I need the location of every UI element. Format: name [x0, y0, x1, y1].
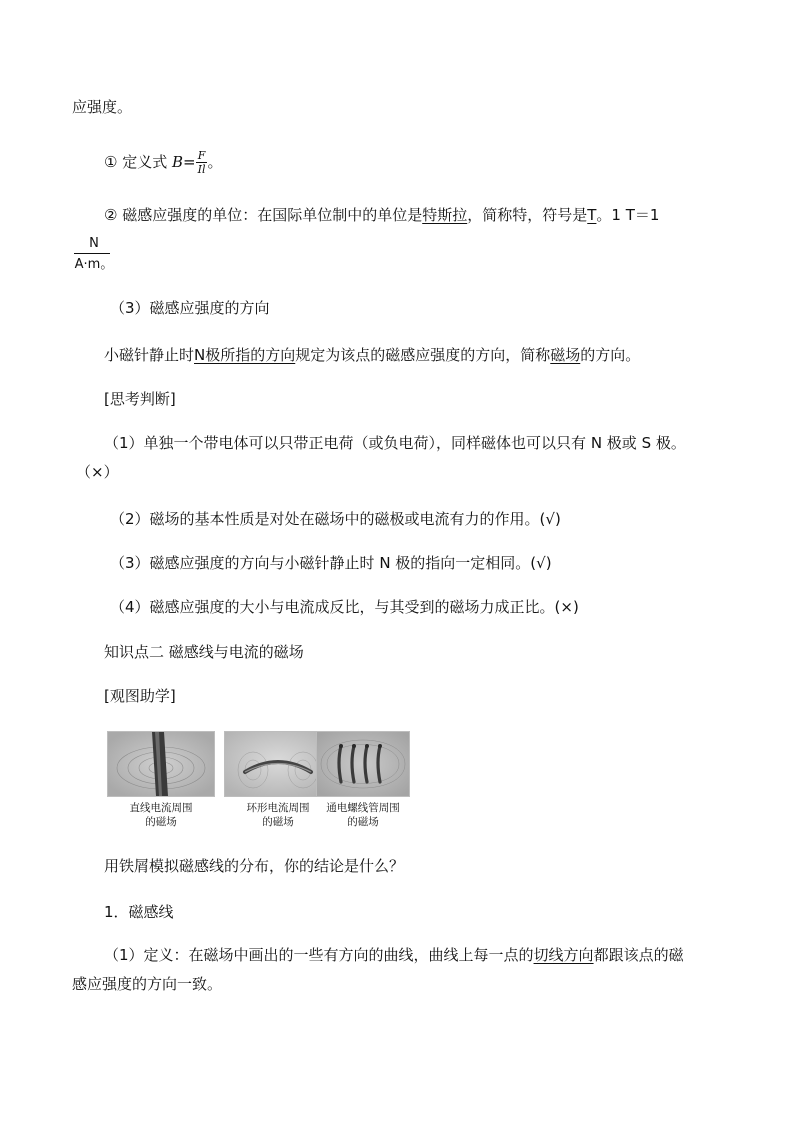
text-span: （1）定义：在磁场中画出的一些有方向的曲线，曲线上每一点的	[104, 946, 534, 964]
formula-end: 。	[207, 153, 223, 171]
text-span: 知识点二 磁感线与电流的磁场	[104, 643, 304, 661]
fraction-denominator: Il	[197, 163, 206, 176]
knowledge-point-heading	[104, 642, 304, 662]
photo-solenoid-field	[316, 731, 410, 797]
text-span: 小磁针静止时	[104, 346, 195, 364]
caption-line-1: 通电螺线管周围	[326, 802, 400, 814]
question-line	[104, 856, 404, 876]
underlined-answer-field: 磁场	[550, 346, 581, 364]
subsection-heading-field-lines	[104, 902, 174, 922]
figure-solenoid	[316, 731, 410, 829]
text-span: （4）磁感应强度的大小与电流成反比，与其受到的磁场力成正比。(×)	[110, 598, 579, 616]
text-span: 1．磁感线	[104, 903, 174, 921]
fraction-numerator: F	[196, 149, 208, 163]
formula-equals: =	[183, 153, 196, 171]
text-span: 应强度。	[72, 98, 133, 116]
text-line-1	[72, 97, 132, 117]
caption-line-1: 直线电流周围	[129, 802, 193, 814]
unit-fraction	[72, 236, 116, 273]
judge-item-2	[110, 509, 561, 529]
figure-straight-current	[107, 731, 215, 829]
underlined-answer-north-pole: N极所指的方向	[194, 346, 296, 364]
judge-item-3	[110, 553, 552, 573]
text-span: （3）磁感应强度的方向与小磁针静止时 N 极的指向一定相同。(√)	[110, 554, 552, 572]
caption-line-2: 的磁场	[347, 816, 379, 828]
observe-heading	[104, 686, 176, 706]
fraction-bar	[74, 253, 110, 254]
text-span: （2）磁场的基本性质是对处在磁场中的磁极或电流有力的作用。(√)	[110, 510, 561, 528]
text-span: 规定为该点的磁感应强度的方向，简称	[295, 346, 551, 364]
definition-formula-line	[104, 148, 222, 176]
photo-straight-wire-field	[107, 731, 215, 797]
text-span: 都跟该点的磁	[593, 946, 684, 964]
text-span: 用铁屑模拟磁感线的分布，你的结论是什么？	[104, 857, 405, 875]
text-span: （×）	[76, 463, 119, 481]
iron-filings-straight-wire	[108, 732, 214, 796]
formula-label: ① 定义式	[104, 153, 172, 171]
formula-fraction	[196, 149, 208, 176]
text-span: ② 磁感应强度的单位：在国际单位制中的单位是	[104, 206, 423, 224]
underlined-answer-symbol: T	[587, 206, 597, 224]
underlined-answer-tangent: 切线方向	[533, 946, 594, 964]
judge-item-1	[104, 433, 686, 453]
text-span: （1）单独一个带电体可以只带正电荷（或负电荷），同样磁体也可以只有 N 极或 S 极。	[104, 434, 686, 452]
text-span: [观图助学]	[104, 687, 176, 705]
formula-variable-b: B	[171, 153, 184, 171]
figure-caption	[107, 801, 215, 829]
caption-line-2: 的磁场	[145, 816, 177, 828]
text-line-direction	[104, 345, 640, 365]
unit-line	[104, 205, 659, 225]
unit-numerator: N	[89, 236, 99, 251]
section-heading-direction	[110, 298, 270, 318]
text-span: [思考判断]	[104, 390, 176, 408]
unit-denominator: A·m	[74, 257, 101, 272]
text-span: ，简称特，符号是	[467, 206, 588, 224]
text-span: 。1 T＝1	[596, 206, 660, 224]
text-span: 的方向。	[580, 346, 641, 364]
text-span: 感应强度的方向一致。	[72, 975, 223, 993]
figure-caption	[316, 801, 410, 829]
judge-item-4	[110, 597, 579, 617]
think-judge-heading	[104, 389, 176, 409]
caption-line-1: 环形电流周围	[246, 802, 310, 814]
caption-line-2: 的磁场	[262, 816, 294, 828]
unit-end: 。	[100, 257, 114, 272]
definition-line-1	[104, 945, 684, 965]
text-span: （3）磁感应强度的方向	[110, 299, 270, 317]
definition-line-2	[72, 974, 222, 994]
underlined-answer-tesla: 特斯拉	[422, 206, 468, 224]
judge-item-1-answer	[76, 462, 119, 482]
iron-filings-solenoid	[317, 732, 409, 796]
